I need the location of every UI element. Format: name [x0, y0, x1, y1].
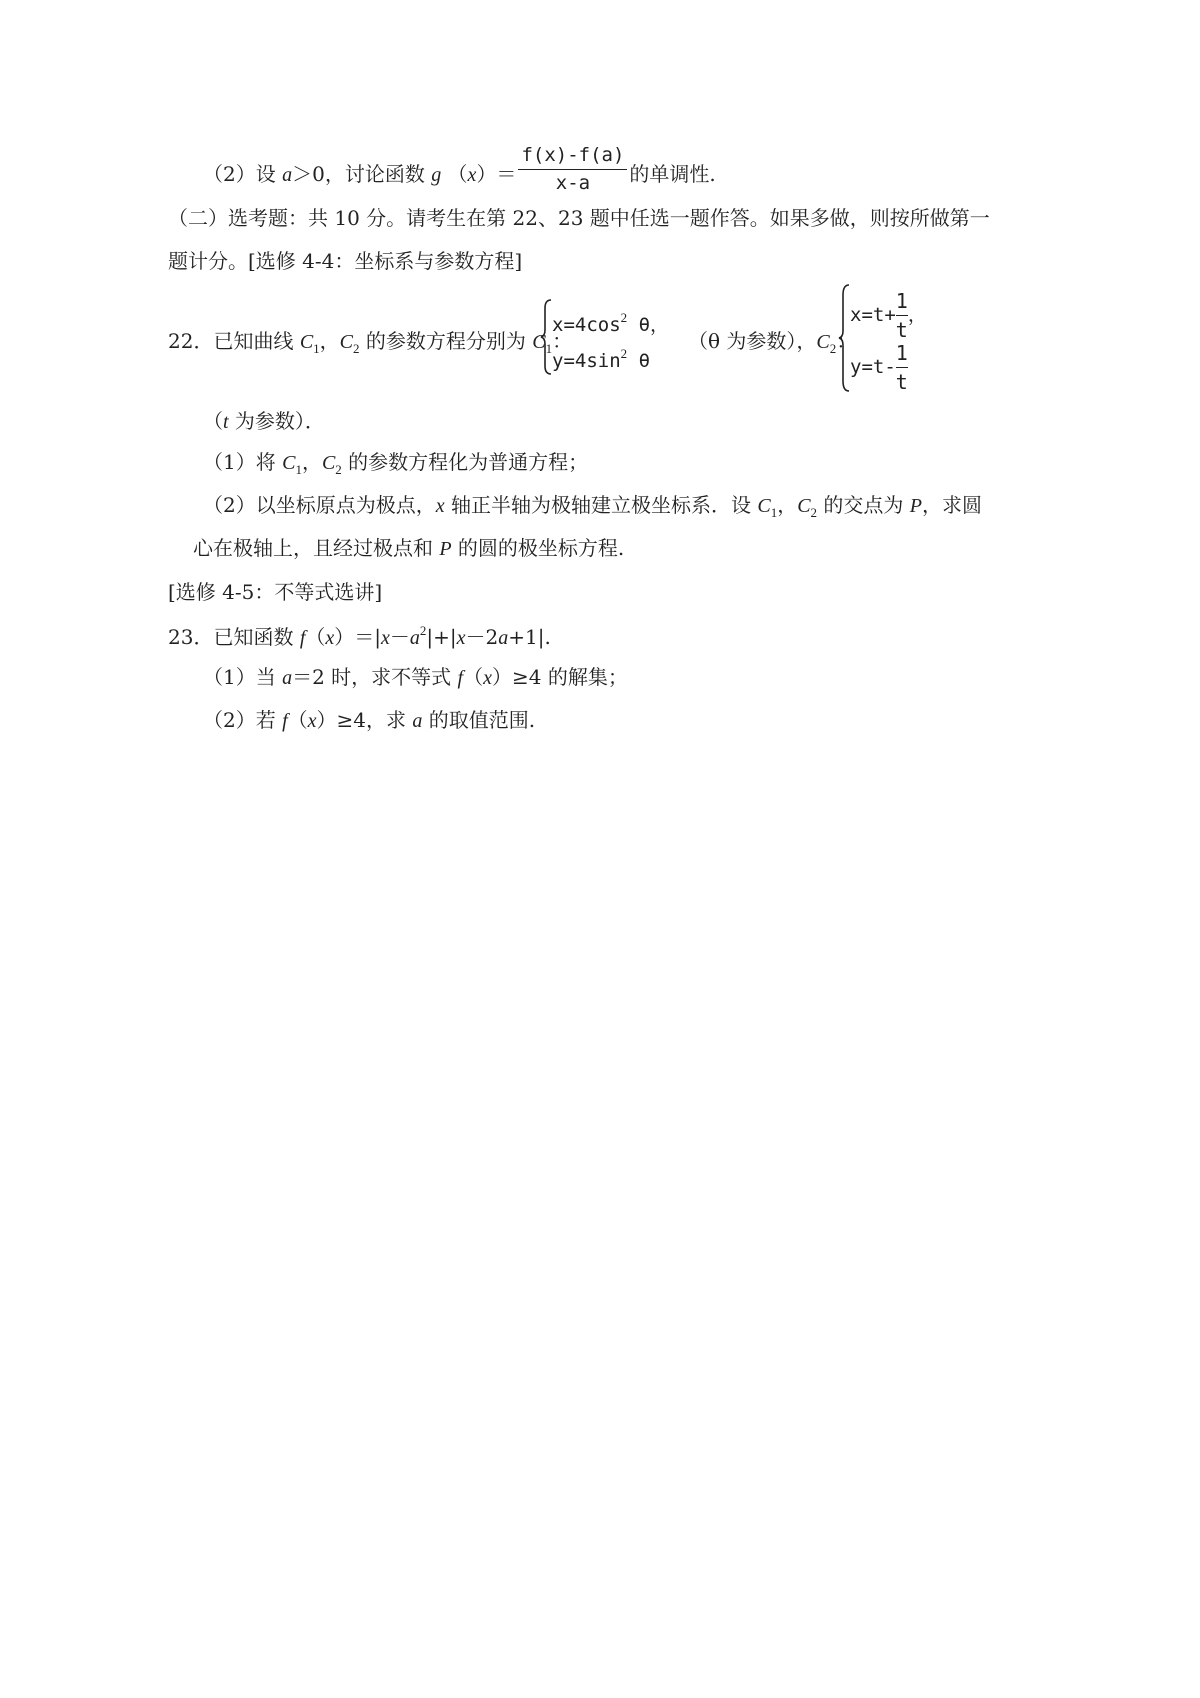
q22-part2-line1: （2）以坐标原点为极点，x 轴正半轴为极轴建立极坐标系．设 $C_1$，$C_2$ 的交点为 P，求圆 [203, 493, 982, 520]
t-note: （t 为参数）． [203, 409, 325, 433]
q23-part1: （1）当 a＝2 时，求不等式 f（x）≥4 的解集； [203, 665, 628, 689]
q22-part1: （1）将 $C_1$，$C_2$ 的参数方程化为普通方程； [203, 450, 589, 477]
q21-part2: （2）设 a＞0，讨论函数 g （x）＝ $\frac{f(x)-f(a)}{x-a}$ 的单调性. [203, 144, 716, 194]
c1-row-y: $y=4\sin^2$ θ [552, 346, 651, 372]
c2-row-x: x=t+ $\frac{1}{t}$ ， [850, 289, 927, 342]
c1-system [540, 298, 670, 376]
section3-heading: [选修 4-5：不等式选讲] [168, 580, 383, 604]
c2-system [838, 283, 948, 393]
theta-note: （θ 为参数），$C_2$： [688, 329, 857, 356]
c1-row-x: $x=4\cos^2$ θ， [552, 310, 670, 336]
section2-line1: （二）选考题：共 10 分。请考生在第 22、23 题中任选一题作答。如果多做，则按所做第一 [168, 206, 990, 230]
q23-stem: 23．已知函数 $f(x)=|x-a^2|+|x-2a+1|$. [168, 623, 551, 649]
c2-row-y: y=t- $\frac{1}{t}$ [850, 341, 908, 394]
q22-part2-line2: 心在极轴上，且经过极点和 P 的圆的极坐标方程. [193, 536, 625, 560]
section2-line2: 题计分。[选修 4-4：坐标系与参数方程] [168, 249, 523, 273]
c2-brace [838, 283, 850, 393]
g-fraction: $\frac{f(x)-f(a)}{x-a}$ [518, 146, 627, 193]
q22-stem: 22．已知曲线 $C_1$，$C_2$ 的参数方程分别为 $C_1$： [168, 329, 573, 356]
c1-brace [540, 298, 552, 376]
q23-part2: （2）若 f（x）≥4，求 a 的取值范围. [203, 708, 536, 732]
